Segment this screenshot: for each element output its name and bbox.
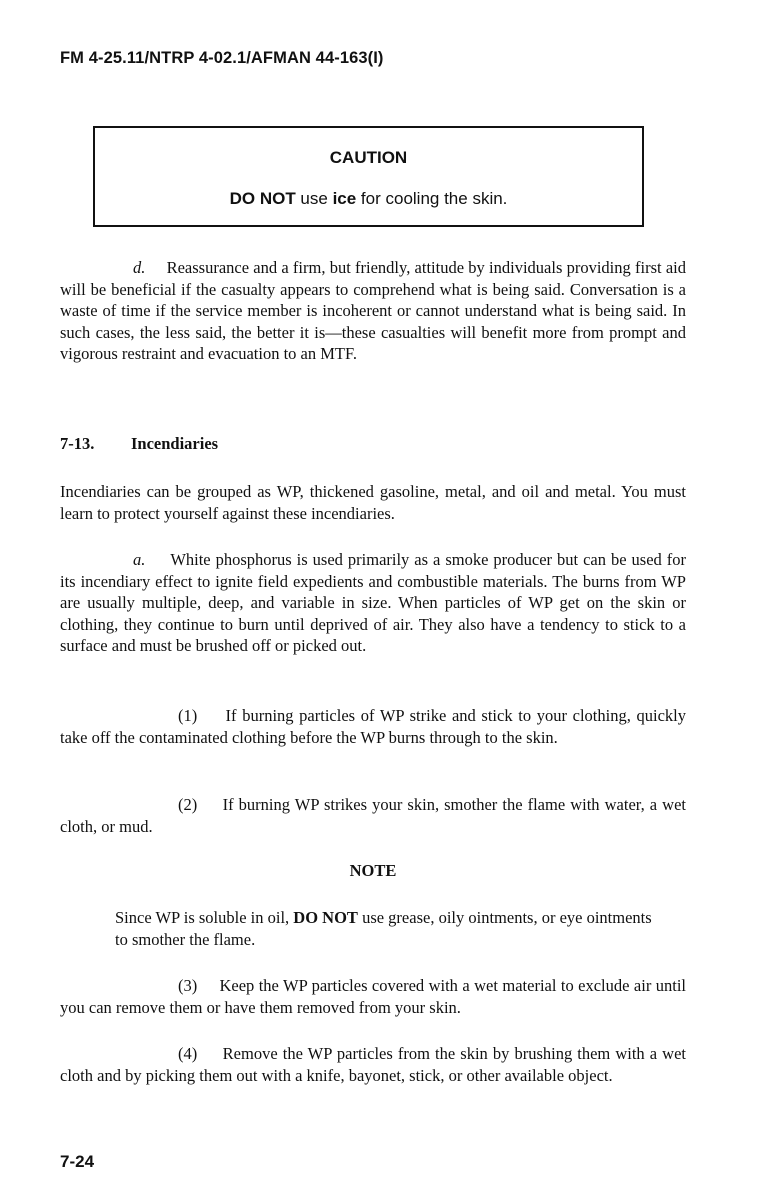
section-intro: Incendiaries can be grouped as WP, thickened gasoline, metal, and oil and metal. You must learn to protect yourself against these incendiaries. xyxy=(60,482,686,523)
note-text xyxy=(115,907,655,951)
subitem-4 xyxy=(60,1043,686,1086)
note-text-end: use grease, oily ointments, or eye ointments to smother the flame. xyxy=(115,908,652,949)
subitem-1 xyxy=(60,705,686,748)
subitem-2-label: (2) xyxy=(178,795,198,814)
caution-text-end: for cooling the skin. xyxy=(356,189,508,208)
paragraph-a-text: White phosphorus is used primarily as a smoke producer but can be used for its incendiary effect to ignite field expedients and combustible materials. The burns from WP are usually multiple, deep, and variable in size. When particles of WP get on the skin or clothing, they continue to burn until deprived of air. They also have a tendency to stick to a surface and must be brushed off or picked out. xyxy=(60,550,687,656)
note-emphasis-do-not: DO NOT xyxy=(293,908,358,927)
note-text-start: Since WP is soluble in oil, xyxy=(115,908,294,927)
subitem-4-label: (4) xyxy=(178,1044,198,1063)
subitem-2-text: If burning WP strikes your skin, smother the flame with water, a wet cloth, or mud. xyxy=(60,795,687,836)
subitem-4-text: Remove the WP particles from the skin by brushing them with a wet cloth and by picking them out with a knife, bayonet, stick, or other available object. xyxy=(60,1044,686,1085)
paragraph-d xyxy=(60,257,686,365)
subitem-3-text: Keep the WP particles covered with a wet material to exclude air until you can remove them or have them removed from your skin. xyxy=(60,976,687,1017)
section-number: 7-13. xyxy=(60,434,95,453)
page-number: 7-24 xyxy=(60,1152,95,1171)
caution-box xyxy=(93,126,644,227)
paragraph-a xyxy=(60,549,686,657)
caution-text xyxy=(95,189,642,209)
section-heading xyxy=(60,434,218,454)
caution-emphasis-do-not: DO NOT xyxy=(229,189,296,208)
subitem-3-label: (3) xyxy=(178,976,198,995)
section-title: Incendiaries xyxy=(131,434,219,453)
caution-text-mid: use xyxy=(295,189,333,208)
subitem-1-text: If burning particles of WP strike and stick to your clothing, quickly take off the contaminated clothing before the WP burns through to the skin. xyxy=(60,706,686,747)
subitem-1-label: (1) xyxy=(178,706,198,725)
caution-title: CAUTION xyxy=(329,148,408,167)
document-header: FM 4-25.11/NTRP 4-02.1/AFMAN 44-163(I) xyxy=(60,49,384,67)
paragraph-d-text: Reassurance and a firm, but friendly, attitude by individuals providing first aid will be beneficial if the casualty appears to comprehend what is being said. Conversation is a waste of time if the service member is incoherent or cannot understand what is being said. In such cases, the less said, the better it is—these casualties will benefit more from prompt and vigorous restraint and evacuation to an MTF. xyxy=(60,258,686,364)
paragraph-a-label: a. xyxy=(133,550,146,569)
paragraph-d-label: d. xyxy=(133,258,146,277)
subitem-3 xyxy=(60,975,686,1018)
subitem-2 xyxy=(60,794,686,837)
caution-emphasis-ice: ice xyxy=(332,189,357,208)
note-title: NOTE xyxy=(349,861,397,880)
